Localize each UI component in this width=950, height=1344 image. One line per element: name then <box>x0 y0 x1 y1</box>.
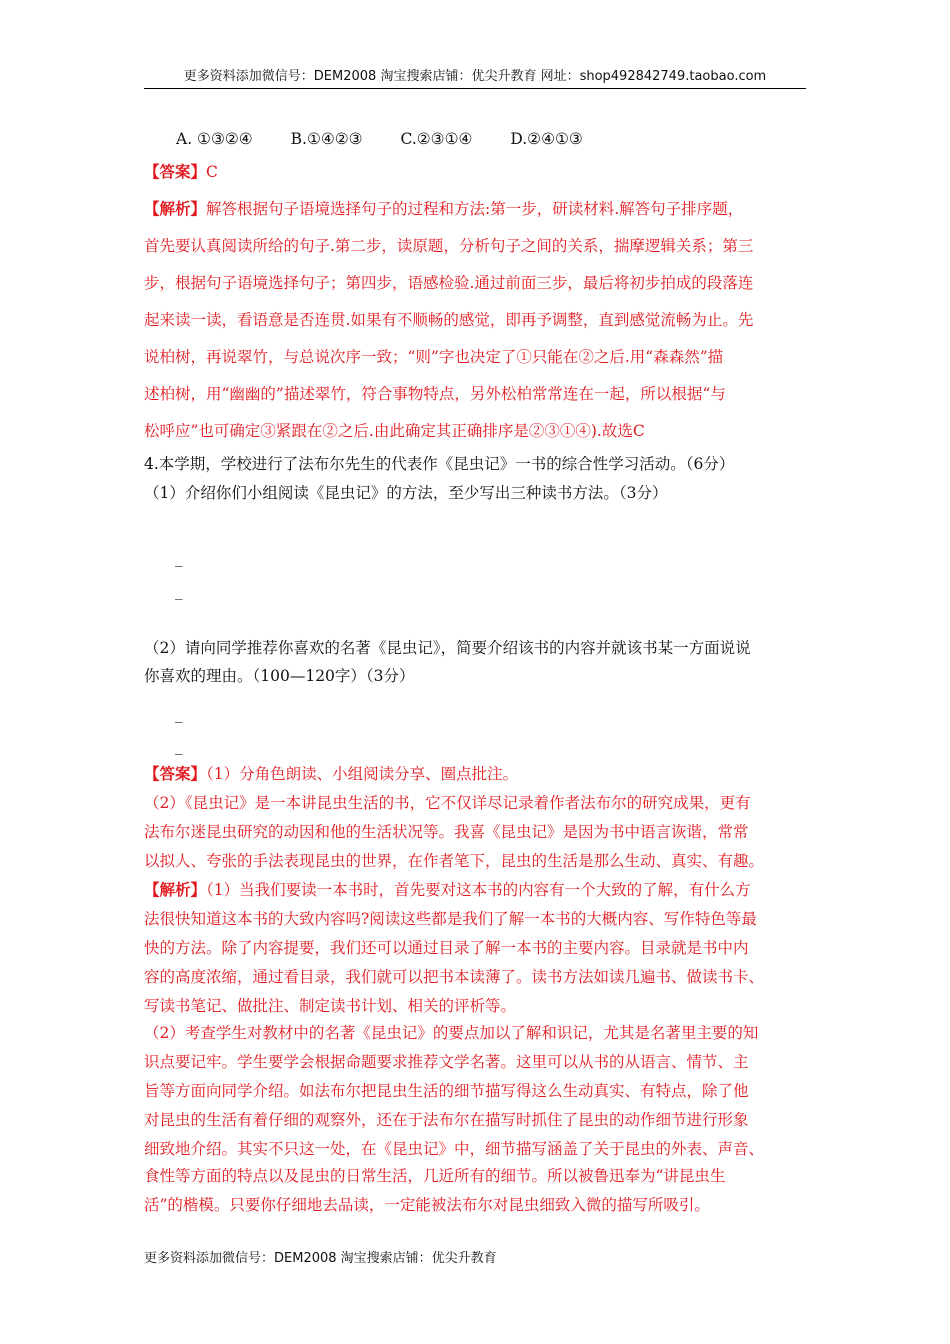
analysis-4-line: 旨等方面向同学介绍。如法布尔把昆虫生活的细节描写得这么生动真实、有特点，除了他 <box>144 1082 749 1100</box>
analysis-4-line: 食性等方面的特点以及昆虫的日常生活，几近所有的细节。所以被鲁迅奉为“讲昆虫生 <box>144 1167 726 1185</box>
analysis-4-line: （2）考查学生对教材中的名著《昆虫记》的要点加以了解和识记，尤其是名著里主要的知 <box>144 1024 759 1042</box>
answer-4-line: 【答案】（1）分角色朗读、小组阅读分享、圈点批注。 <box>144 764 519 783</box>
analysis-1-line: 【解析】解答根据句子语境选择句子的过程和方法:第一步，研读材料.解答句子排序题， <box>144 199 744 218</box>
option-a: A. ①③②④ <box>176 130 253 148</box>
option-d: D.②④①③ <box>510 130 583 148</box>
analysis-1-line: 说柏树，再说翠竹，与总说次序一致；“则”字也决定了①只能在②之后.用“森森然”描 <box>144 348 724 366</box>
analysis-tag: 【解析】 <box>144 880 207 899</box>
analysis-1-line: 述柏树，用“幽幽的”描述翠竹，符合事物特点，另外松柏常常连在一起，所以根据“与 <box>144 385 726 403</box>
answer-4-line: （2）《昆虫记》是一本讲昆虫生活的书，它不仅详尽记录着作者法布尔的研究成果，更有 <box>144 794 751 812</box>
analysis-1-line: 步，根据句子语境选择句子；第四步，语感检验.通过前面三步，最后将初步拍成的段落连 <box>144 274 754 292</box>
answer-value: C <box>206 163 218 181</box>
answer-blank: _ <box>175 582 183 600</box>
answer-4-line: 以拟人、夸张的手法表现昆虫的世界，在作者笔下，昆虫的生活是那么生动、真实、有趣。 <box>144 852 765 870</box>
analysis-4-line: 对昆虫的生活有着仔细的观察外，还在于法布尔在描写时抓住了昆虫的动作细节进行形象 <box>144 1111 749 1129</box>
question-4-sub1: （1）介绍你们小组阅读《昆虫记》的方法，至少写出三种读书方法。（3分） <box>144 484 668 502</box>
analysis-4-line: 写读书笔记、做批注、制定读书计划、相关的评析等。 <box>144 997 517 1015</box>
analysis-4-line: 容的高度浓缩，通过看目录，我们就可以把书本读薄了。读书方法如读几遍书、做读书卡、 <box>144 968 765 986</box>
question-4-title: 4.本学期，学校进行了法布尔先生的代表作《昆虫记》一书的综合性学习活动。（6分） <box>144 455 735 473</box>
page-header: 更多资料添加微信号：DEM2008 淘宝搜索店铺：优尖升教育 网址：shop492842749.taobao.com <box>144 66 806 89</box>
analysis-4-line: 【解析】（1）当我们要读一本书时，首先要对这本书的内容有一个大致的了解，有什么方 <box>144 880 751 899</box>
question-4-sub2: 你喜欢的理由。（100—120字）（3分） <box>144 667 415 685</box>
analysis-4-line: 快的方法。除了内容提要，我们还可以通过目录了解一本书的主要内容。目录就是书中内 <box>144 939 749 957</box>
answer-blank: _ <box>175 549 183 567</box>
analysis-1-line: 松呼应”也可确定③紧跟在②之后.由此确定其正确排序是②③①④).故选C <box>144 422 645 440</box>
answer-blank: _ <box>175 737 183 755</box>
answer-4-line: 法布尔迷昆虫研究的动因和他的生活状况等。我喜《昆虫记》是因为书中语言诙谐，常常 <box>144 823 749 841</box>
question-4-sub2: （2）请向同学推荐你喜欢的名著《昆虫记》，简要介绍该书的内容并就该书某一方面说说 <box>144 639 751 657</box>
option-c: C.②③①④ <box>400 130 473 148</box>
answer-tag: 【答案】 <box>144 764 207 783</box>
analysis-1-line: 起来读一读，看语意是否连贯.如果有不顺畅的感觉，即再予调整，直到感觉流畅为止。先 <box>144 311 754 329</box>
answer-1 <box>144 162 218 182</box>
answer-options <box>176 129 621 149</box>
page-footer: 更多资料添加微信号：DEM2008 淘宝搜索店铺：优尖升教育 <box>144 1251 497 1266</box>
option-b: B.①④②③ <box>290 130 363 148</box>
analysis-tag: 【解析】 <box>144 199 207 218</box>
answer-tag: 【答案】 <box>144 162 207 181</box>
answer-blank: _ <box>175 705 183 723</box>
analysis-4-line: 活”的楷模。只要你仔细地去品读，一定能被法布尔对昆虫细致入微的描写所吸引。 <box>144 1196 710 1214</box>
analysis-4-line: 识点要记牢。学生要学会根据命题要求推荐文学名著。这里可以从书的从语言、情节、主 <box>144 1053 749 1071</box>
analysis-4-line: 细致地介绍。其实不只这一处，在《昆虫记》中，细节描写涵盖了关于昆虫的外表、声音、 <box>144 1140 765 1158</box>
analysis-1-line: 首先要认真阅读所给的句子.第二步，读原题，分析句子之间的关系，揣摩逻辑关系；第三 <box>144 237 754 255</box>
analysis-4-line: 法很快知道这本书的大致内容吗?阅读这些都是我们了解一本书的大概内容、写作特色等最 <box>144 910 757 928</box>
